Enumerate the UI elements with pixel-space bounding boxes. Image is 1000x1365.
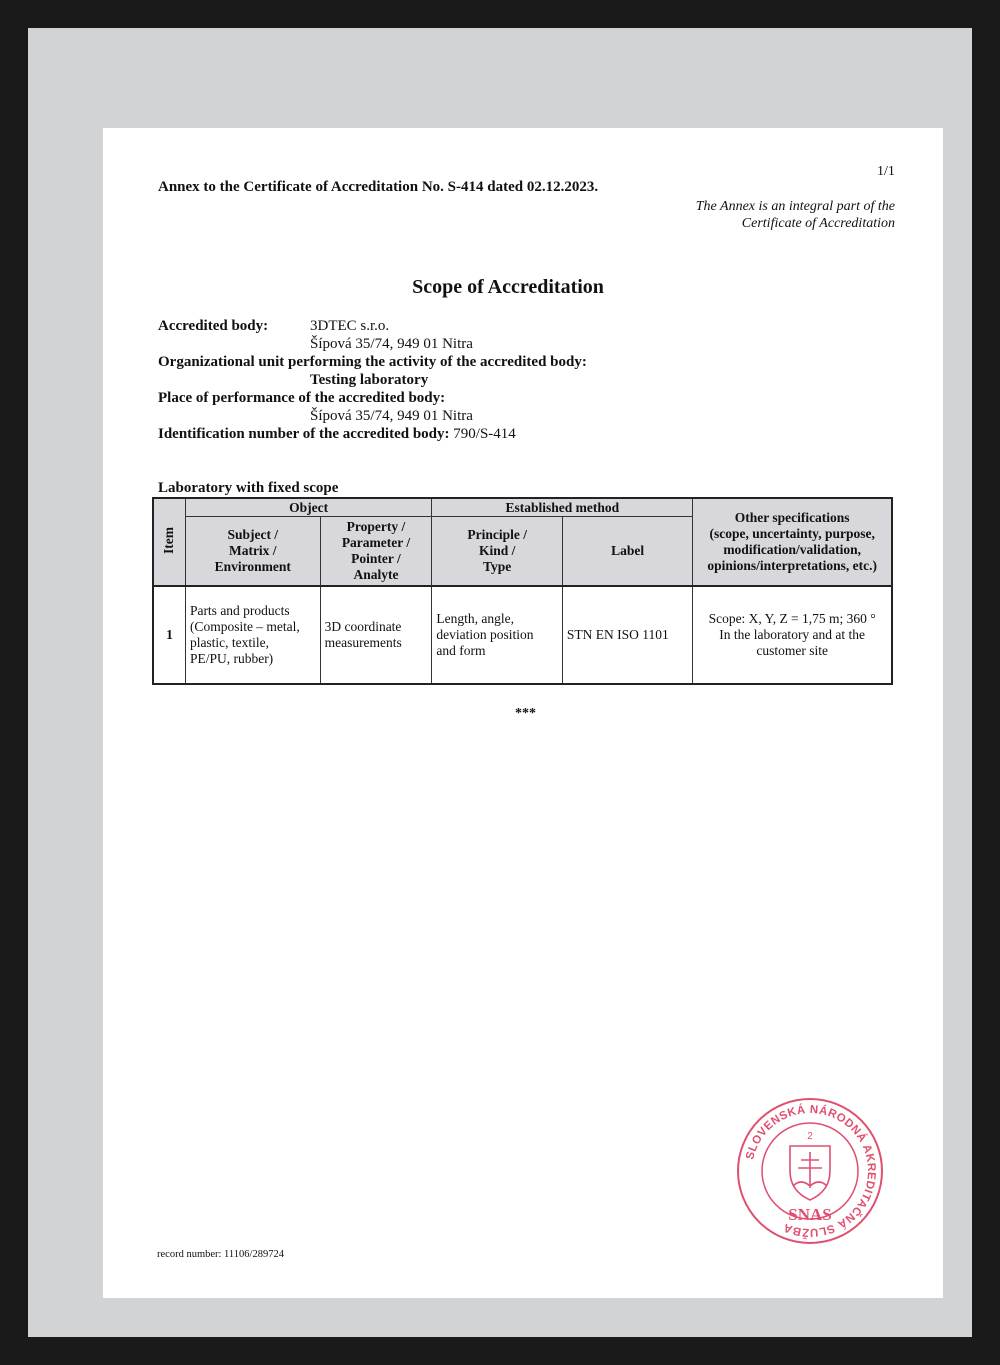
other-specifications-header: Other specifications (scope, uncertainty, purpose, modification/validation, opinions/interpretations, etc.) xyxy=(693,498,892,586)
stamp-abbr: SNAS xyxy=(788,1205,832,1224)
property-header: Property / Parameter / Pointer / Analyte xyxy=(320,517,432,587)
stamp-number: 2 xyxy=(807,1131,813,1142)
record-number: record number: 11106/289724 xyxy=(157,1249,284,1260)
method-group-header: Established method xyxy=(432,498,693,517)
label-header: Label xyxy=(562,517,692,587)
scope-table xyxy=(152,497,893,685)
accreditation-info xyxy=(158,317,587,443)
identification-value: 790/S-414 xyxy=(453,426,516,442)
coat-of-arms-icon xyxy=(790,1146,830,1200)
place-of-performance-value: Šípová 35/74, 949 01 Nitra xyxy=(310,408,473,424)
principle-cell: Length, angle, deviation position and form xyxy=(432,586,563,684)
scan-border xyxy=(28,28,972,1337)
table-row xyxy=(153,586,892,684)
scope-title: Scope of Accreditation xyxy=(412,276,604,298)
accredited-body-address: Šípová 35/74, 949 01 Nitra xyxy=(310,336,473,352)
property-cell: 3D coordinate measurements xyxy=(320,586,432,684)
stamp-ring-text: SLOVENSKÁ NÁRODNÁ AKREDITAČNÁ SLUŽBA xyxy=(744,1103,878,1239)
organizational-unit-value: Testing laboratory xyxy=(310,372,429,388)
subject-cell: Parts and products (Composite – metal, plastic, textile, PE/PU, rubber) xyxy=(185,586,320,684)
integral-note-line: Certificate of Accreditation xyxy=(741,216,895,231)
end-mark: *** xyxy=(515,706,536,721)
organizational-unit-label: Organizational unit performing the activity of the accredited body: xyxy=(158,354,587,370)
identification-label: Identification number of the accredited body: xyxy=(158,426,450,442)
integral-note-line: The Annex is an integral part of the xyxy=(695,199,895,214)
label-cell: STN EN ISO 1101 xyxy=(562,586,692,684)
annex-title: Annex to the Certificate of Accreditation No. S-414 dated 02.12.2023. xyxy=(158,179,599,195)
object-group-header: Object xyxy=(185,498,431,517)
item-header: Item xyxy=(153,498,185,586)
place-of-performance-label: Place of performance of the accredited body: xyxy=(158,390,446,406)
page-number: 1/1 xyxy=(877,164,895,179)
snas-stamp xyxy=(735,1096,885,1246)
accredited-body-name: 3DTEC s.r.o. xyxy=(310,318,390,334)
other-specifications-cell: Scope: X, Y, Z = 1,75 m; 360 ° In the laboratory and at the customer site xyxy=(693,586,892,684)
laboratory-title: Laboratory with fixed scope xyxy=(158,480,339,496)
subject-header: Subject / Matrix / Environment xyxy=(185,517,320,587)
principle-header: Principle / Kind / Type xyxy=(432,517,563,587)
accredited-body-label: Accredited body: xyxy=(158,318,269,334)
document-page xyxy=(103,128,943,1298)
item-cell: 1 xyxy=(153,586,185,684)
integral-note xyxy=(696,198,895,232)
